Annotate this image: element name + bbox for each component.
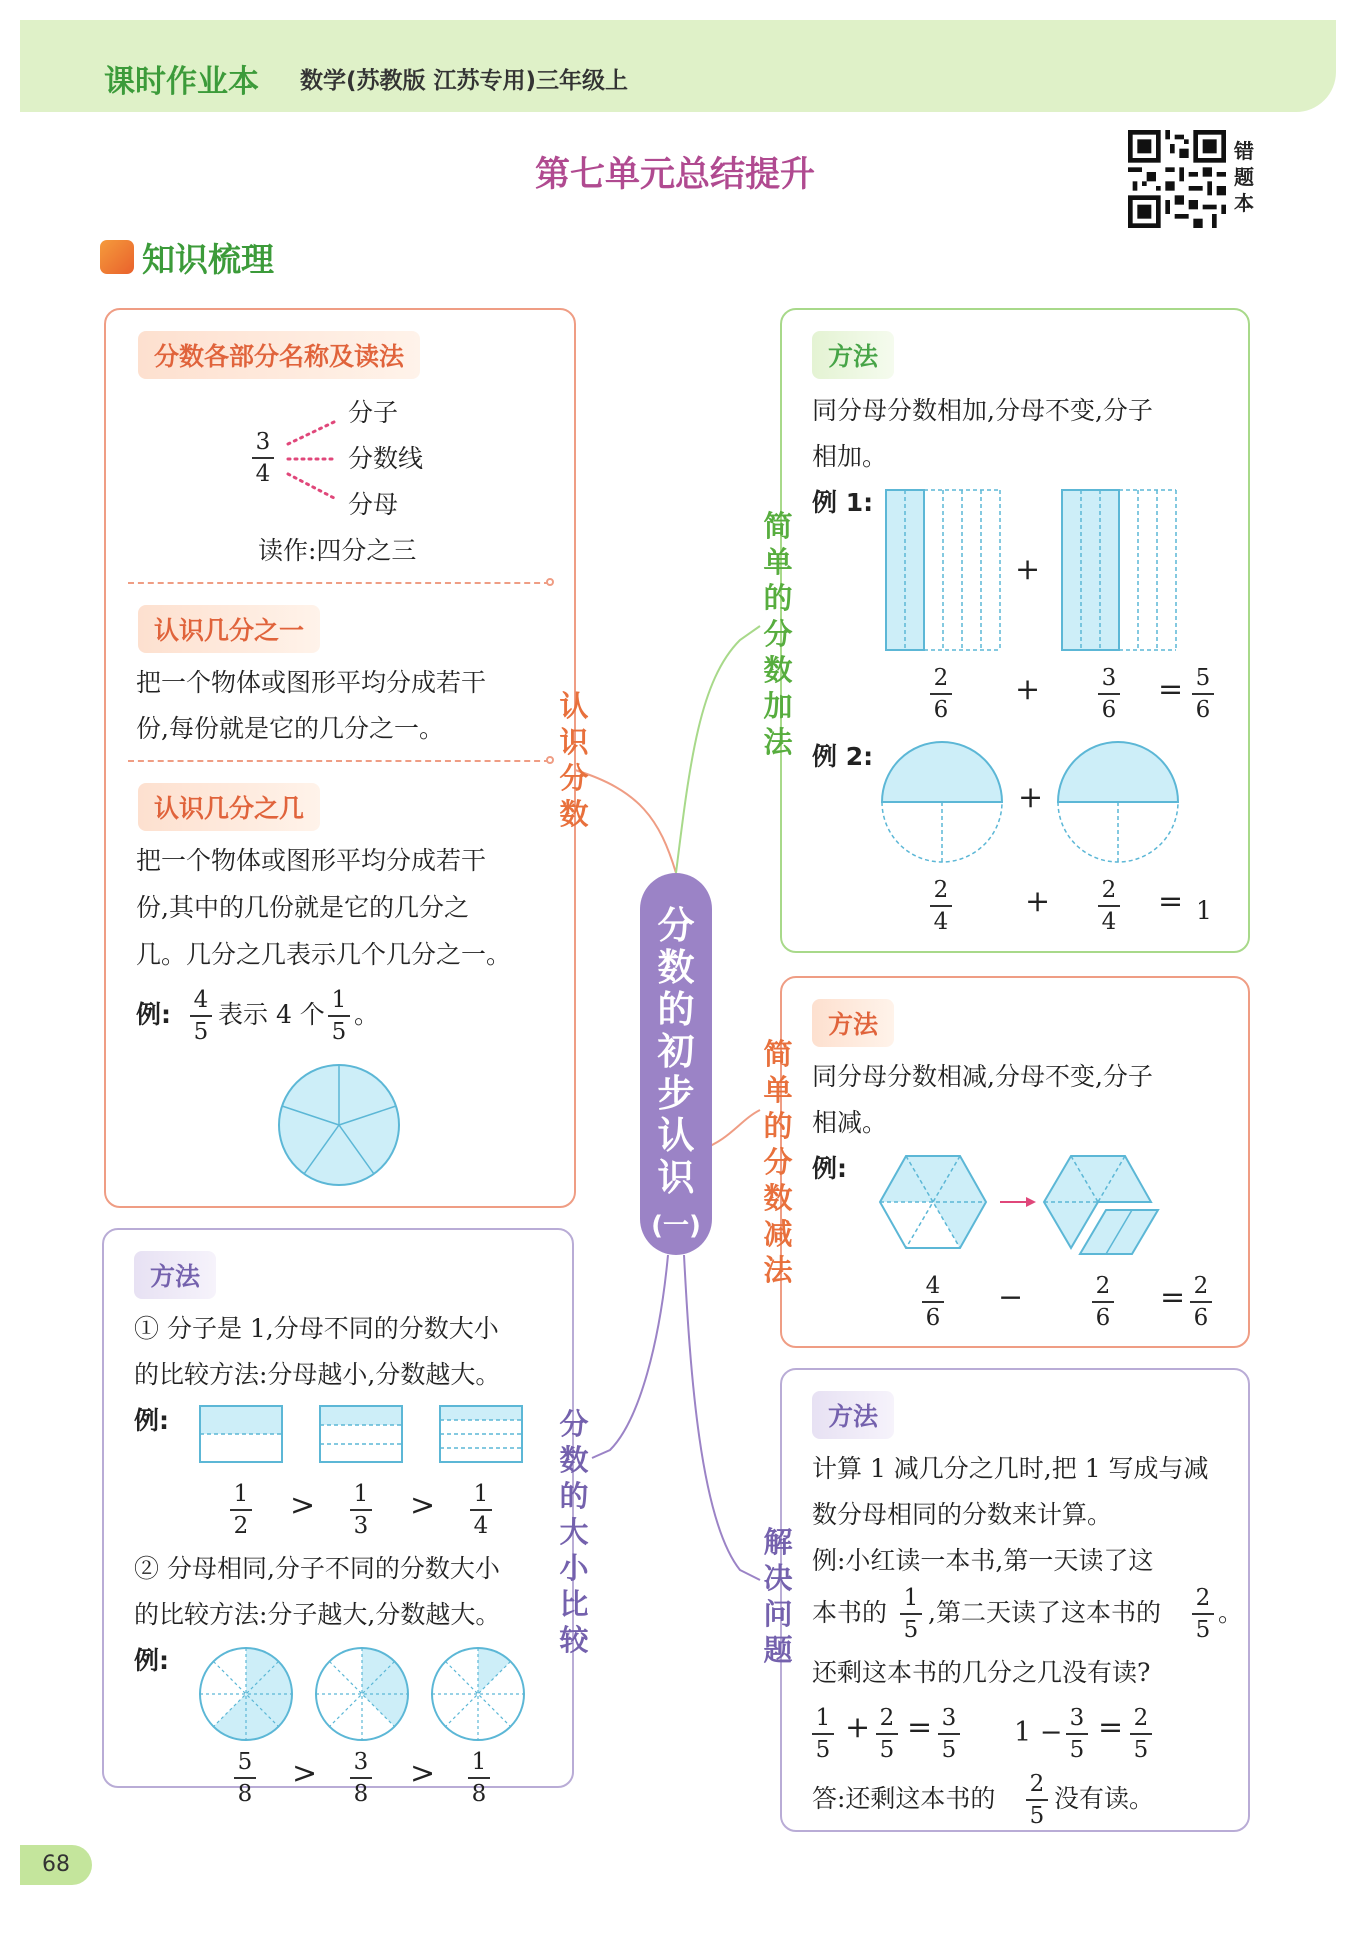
divider-2 <box>128 760 550 762</box>
rect-one-half <box>198 1404 284 1464</box>
solving-example-line-2c: 。 <box>1218 1598 1244 1627</box>
fraction-4-5: 4 5 <box>190 986 212 1046</box>
answer-fraction-2-5: 2 5 <box>1026 1770 1048 1830</box>
addition-equals-2: = <box>1158 884 1184 919</box>
fraction-5-8: 5 8 <box>234 1748 256 1808</box>
reading-text: 读作:四分之三 <box>258 536 417 565</box>
example-label: 例: <box>136 1000 171 1029</box>
fraction-2-6-sub: 2 6 <box>1092 1272 1114 1332</box>
compare-gt-4: > <box>410 1756 436 1791</box>
fraction-3-4: 3 4 <box>252 428 274 488</box>
divider-1 <box>128 582 550 584</box>
branch-fraction-compare: 分数的大小比较 <box>559 1407 589 1657</box>
arrow-icon <box>998 1194 1038 1210</box>
branch-fraction-addition: 简单的分数加法 <box>763 509 793 759</box>
book-info: 数学(苏教版 江苏专用)三年级上 <box>300 68 629 94</box>
circle-two-fourths <box>880 740 1004 864</box>
divider-dot-1 <box>546 578 554 586</box>
fraction-part-pointers <box>284 410 340 510</box>
eq-equals-2: = <box>1098 1710 1124 1745</box>
addition-equals-1: = <box>1158 672 1184 707</box>
eq-fraction-1-5: 1 5 <box>812 1704 834 1764</box>
tag-subtraction-method: 方法 <box>812 999 894 1047</box>
compare-example-2-label: 例: <box>134 1646 169 1675</box>
fraction-1-4: 1 4 <box>470 1480 492 1540</box>
unit-fraction-text-2: 份,每份就是它的几分之一。 <box>136 714 444 743</box>
addition-plus-3: + <box>1018 780 1044 815</box>
solving-question: 还剩这本书的几分之几没有读? <box>812 1658 1151 1687</box>
tag-unit-fraction: 认识几分之一 <box>138 605 320 653</box>
fraction-2-4-b: 2 4 <box>1098 876 1120 936</box>
several-parts-text-1: 把一个物体或图形平均分成若干 <box>136 846 487 875</box>
fraction-1-8: 1 8 <box>468 1748 490 1808</box>
addition-plus-1: + <box>1015 552 1041 587</box>
divider-dot-2 <box>546 756 554 764</box>
branch-recognize-fractions: 认识分数 <box>559 689 589 831</box>
example-mid-text: 表示 4 个 <box>218 1000 325 1029</box>
solving-rule-2: 数分母相同的分数来计算。 <box>812 1500 1113 1529</box>
eq-fraction-2-5: 2 5 <box>876 1704 898 1764</box>
tag-addition-method: 方法 <box>812 331 894 379</box>
fraction-5-6: 5 6 <box>1192 664 1214 724</box>
label-fraction-bar: 分数线 <box>348 444 424 473</box>
fraction-2-5-a: 2 5 <box>1192 1584 1214 1644</box>
rect-one-third <box>318 1404 404 1464</box>
branch-problem-solving: 解决问题 <box>763 1525 793 1667</box>
fraction-2-4: 2 4 <box>930 876 952 936</box>
compare-gt-3: > <box>292 1756 318 1791</box>
label-numerator: 分子 <box>348 398 399 427</box>
fraction-1-5-a: 1 5 <box>900 1584 922 1644</box>
addition-plus-4: + <box>1025 884 1051 919</box>
hexagon-four-sixths <box>878 1154 988 1250</box>
rect-one-fourth <box>438 1404 524 1464</box>
rect-two-sixths <box>884 488 1002 652</box>
subtraction-rule-2: 相减。 <box>812 1108 888 1137</box>
rect-three-sixths <box>1060 488 1178 652</box>
addition-result-one: 1 <box>1196 896 1212 925</box>
solving-example-line-1: 例:小红读一本书,第一天读了这 <box>812 1546 1154 1575</box>
branch-fraction-subtraction: 简单的分数减法 <box>763 1037 793 1287</box>
eq-plus: + <box>845 1710 871 1745</box>
fraction-1-5: 1 5 <box>328 986 350 1046</box>
circle-five-eighths <box>198 1646 294 1742</box>
subtraction-equals: = <box>1160 1280 1186 1315</box>
eq-equals-1: = <box>907 1710 933 1745</box>
compare-rule-2b: 的比较方法:分子越大,分数越大。 <box>134 1600 501 1629</box>
compare-gt-2: > <box>410 1488 436 1523</box>
solving-example-line-2a: 本书的 <box>812 1598 888 1627</box>
fraction-1-3: 1 3 <box>350 1480 372 1540</box>
example-end: 。 <box>354 1000 380 1029</box>
compare-rule-2a: ② 分母相同,分子不同的分数大小 <box>134 1554 500 1583</box>
eq-fraction-2-5-b: 2 5 <box>1130 1704 1152 1764</box>
center-topic: 分数的初步认识 (一) <box>651 904 701 1241</box>
fraction-2-6-result: 2 6 <box>1190 1272 1212 1332</box>
addition-rule-2: 相加。 <box>812 442 888 471</box>
subtraction-rule-1: 同分母分数相减,分母不变,分子 <box>812 1062 1153 1091</box>
circle-three-eighths <box>314 1646 410 1742</box>
compare-gt-1: > <box>290 1488 316 1523</box>
tag-fraction-names: 分数各部分名称及读法 <box>138 331 420 379</box>
fraction-1-2: 1 2 <box>230 1480 252 1540</box>
qr-label: 错题本 <box>1234 139 1254 215</box>
label-denominator: 分母 <box>348 490 399 519</box>
solving-example-line-2b: ,第二天读了这本书的 <box>928 1598 1161 1627</box>
several-parts-text-3: 几。几分之几表示几个几分之一。 <box>136 940 512 969</box>
subtraction-example-label: 例: <box>812 1154 847 1183</box>
answer-text-b: 没有读。 <box>1054 1784 1155 1813</box>
eq-one-minus: 1 − <box>1014 1717 1063 1748</box>
circle-one-eighth <box>430 1646 526 1742</box>
unit-fraction-text-1: 把一个物体或图形平均分成若干 <box>136 668 487 697</box>
compare-rule-1b: 的比较方法:分母越小,分数越大。 <box>134 1360 501 1389</box>
several-parts-text-2: 份,其中的几份就是它的几分之 <box>136 893 469 922</box>
fraction-3-8: 3 8 <box>350 1748 372 1808</box>
addition-rule-1: 同分母分数相加,分母不变,分子 <box>812 396 1153 425</box>
subtraction-minus: − <box>998 1280 1024 1315</box>
unit-title: 第七单元总结提升 <box>534 155 815 195</box>
eq-fraction-3-5-b: 3 5 <box>1066 1704 1088 1764</box>
tag-solving-method: 方法 <box>812 1391 894 1439</box>
fraction-2-6: 2 6 <box>930 664 952 724</box>
brand-title: 课时作业本 <box>104 64 259 100</box>
circle-five-parts <box>274 1060 404 1190</box>
compare-rule-1a: ① 分子是 1,分母不同的分数大小 <box>134 1314 499 1343</box>
addition-example-1-label: 例 1: <box>812 488 874 517</box>
hexagon-two-removed <box>1040 1152 1160 1256</box>
answer-text-a: 答:还剩这本书的 <box>812 1784 996 1813</box>
tag-several-parts: 认识几分之几 <box>138 783 320 831</box>
fraction-4-6: 4 6 <box>922 1272 944 1332</box>
compare-example-1-label: 例: <box>134 1406 169 1435</box>
fraction-3-6: 3 6 <box>1098 664 1120 724</box>
addition-example-2-label: 例 2: <box>812 742 874 771</box>
addition-plus-2: + <box>1015 672 1041 707</box>
solving-rule-1: 计算 1 减几分之几时,把 1 写成与减 <box>812 1454 1209 1483</box>
circle-two-fourths-b <box>1056 740 1180 864</box>
page-number: 68 <box>20 1845 92 1885</box>
eq-fraction-3-5: 3 5 <box>938 1704 960 1764</box>
tag-compare-method: 方法 <box>134 1251 216 1299</box>
section-title: 知识梳理 <box>142 240 274 279</box>
